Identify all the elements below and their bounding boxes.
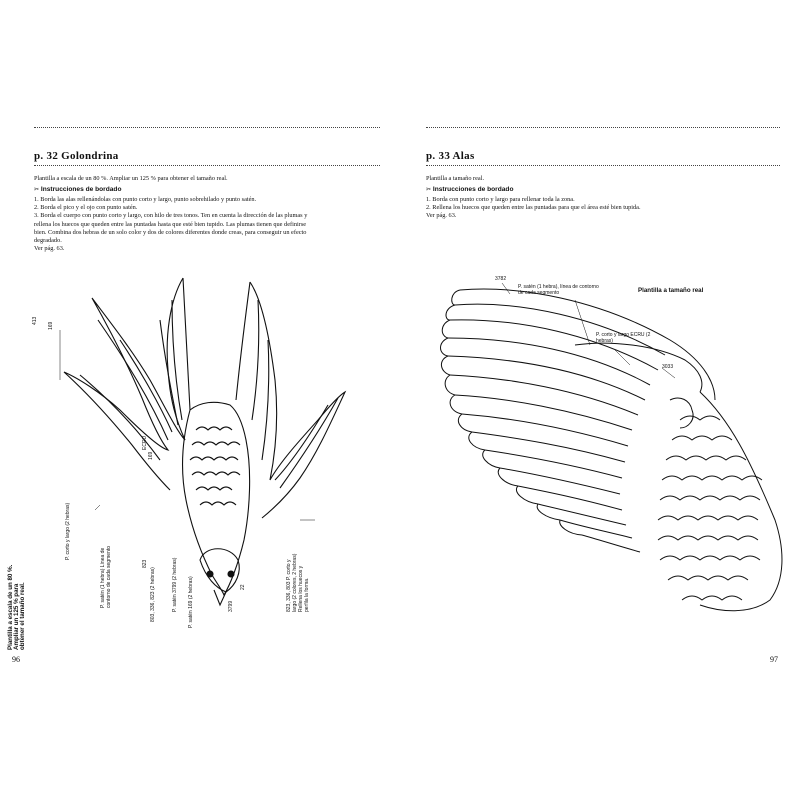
label-169: 169 xyxy=(48,321,54,330)
label-22: 22 xyxy=(240,584,246,590)
label-corto-largo: P. corto y largo ECRU (2 hebras) xyxy=(596,332,651,344)
page-title: p. 32 Golondrina xyxy=(34,150,119,162)
label-right-note: 823, 336, 803 P. corto y largo (2 colores, 2 hebras) Rellena los huecos y perfila la forma. xyxy=(286,553,310,612)
see-reference: Ver pág. 63. xyxy=(426,212,457,220)
label-3799: 3799 xyxy=(228,600,234,612)
label-ecru: ECRU xyxy=(142,435,148,450)
label-mix: 803, 336, 823 (2 hebras) xyxy=(150,567,156,622)
label-plantilla: Plantilla a tamaño real xyxy=(638,287,704,294)
instruction-step: 2. Borda el pico y el ojo con punto satén. xyxy=(34,204,138,212)
label-823: 823 xyxy=(142,559,148,568)
see-reference: Ver pág. 63. xyxy=(34,245,65,253)
label-saten-169: P. satén 169 (2 hebras) xyxy=(188,576,194,628)
wing-illustration xyxy=(400,0,800,800)
instruction-step: 3. Borda el cuerpo con punto corto y largo, con hilo de tres tonos. Ten en cuenta la dirección de las plumas y rellena los huecos que queden entre las puntadas hasta que esté bien tupido. Las plumas tienen que definirse bien. Combina dos hebras de un solo color y dos de colores diferentes donde creas, para conseguir un efecto degradado. xyxy=(34,212,308,245)
instruction-step: 1. Borda con punto corto y largo para rellenar toda la zona. xyxy=(426,196,575,203)
label-413: 413 xyxy=(32,316,38,325)
instruction-step: 1. Borda las alas rellenándolas con punto corto y largo, punto sobrehilado y punto satén. xyxy=(34,196,257,203)
page-number: 96 xyxy=(12,655,20,664)
right-page xyxy=(400,0,800,800)
scissors-icon: ✂ xyxy=(426,186,432,193)
label-corto-largo: P. corto y largo (2 hebras) xyxy=(65,502,71,560)
label-saten-contorno: P. satén (1 hebra) Línea de contorno de cada segmento xyxy=(100,546,112,608)
template-scale-note: Plantilla a escala de un 80 %. Ampliar un 125 % para obtener el tamaño real. xyxy=(7,564,26,650)
label-3782: 3782 xyxy=(495,276,507,282)
label-3033: 3033 xyxy=(662,364,674,370)
page-title: p. 33 Alas xyxy=(426,150,475,162)
intro-text: Plantilla a tamaño real. xyxy=(426,175,485,182)
scissors-icon: ✂ xyxy=(34,186,40,193)
page-number: 97 xyxy=(770,655,778,664)
instructions-heading-label: Instrucciones de bordado xyxy=(40,186,122,193)
label-saten: P. satén (1 hebra), línea de contorno de cada segmento xyxy=(518,284,599,296)
label-saten-3799: P. satén 3799 (2 hebras) xyxy=(172,557,178,612)
instructions-heading-label: Instrucciones de bordado xyxy=(432,186,514,193)
intro-text: Plantilla a escala de un 80 %. Ampliar un 125 % para obtener el tamaño real. xyxy=(34,175,228,182)
instruction-step: 2. Rellena los huecos que queden entre las puntadas para que el área esté bien tupida. xyxy=(426,204,641,212)
label-169-body: 169 xyxy=(148,451,154,460)
